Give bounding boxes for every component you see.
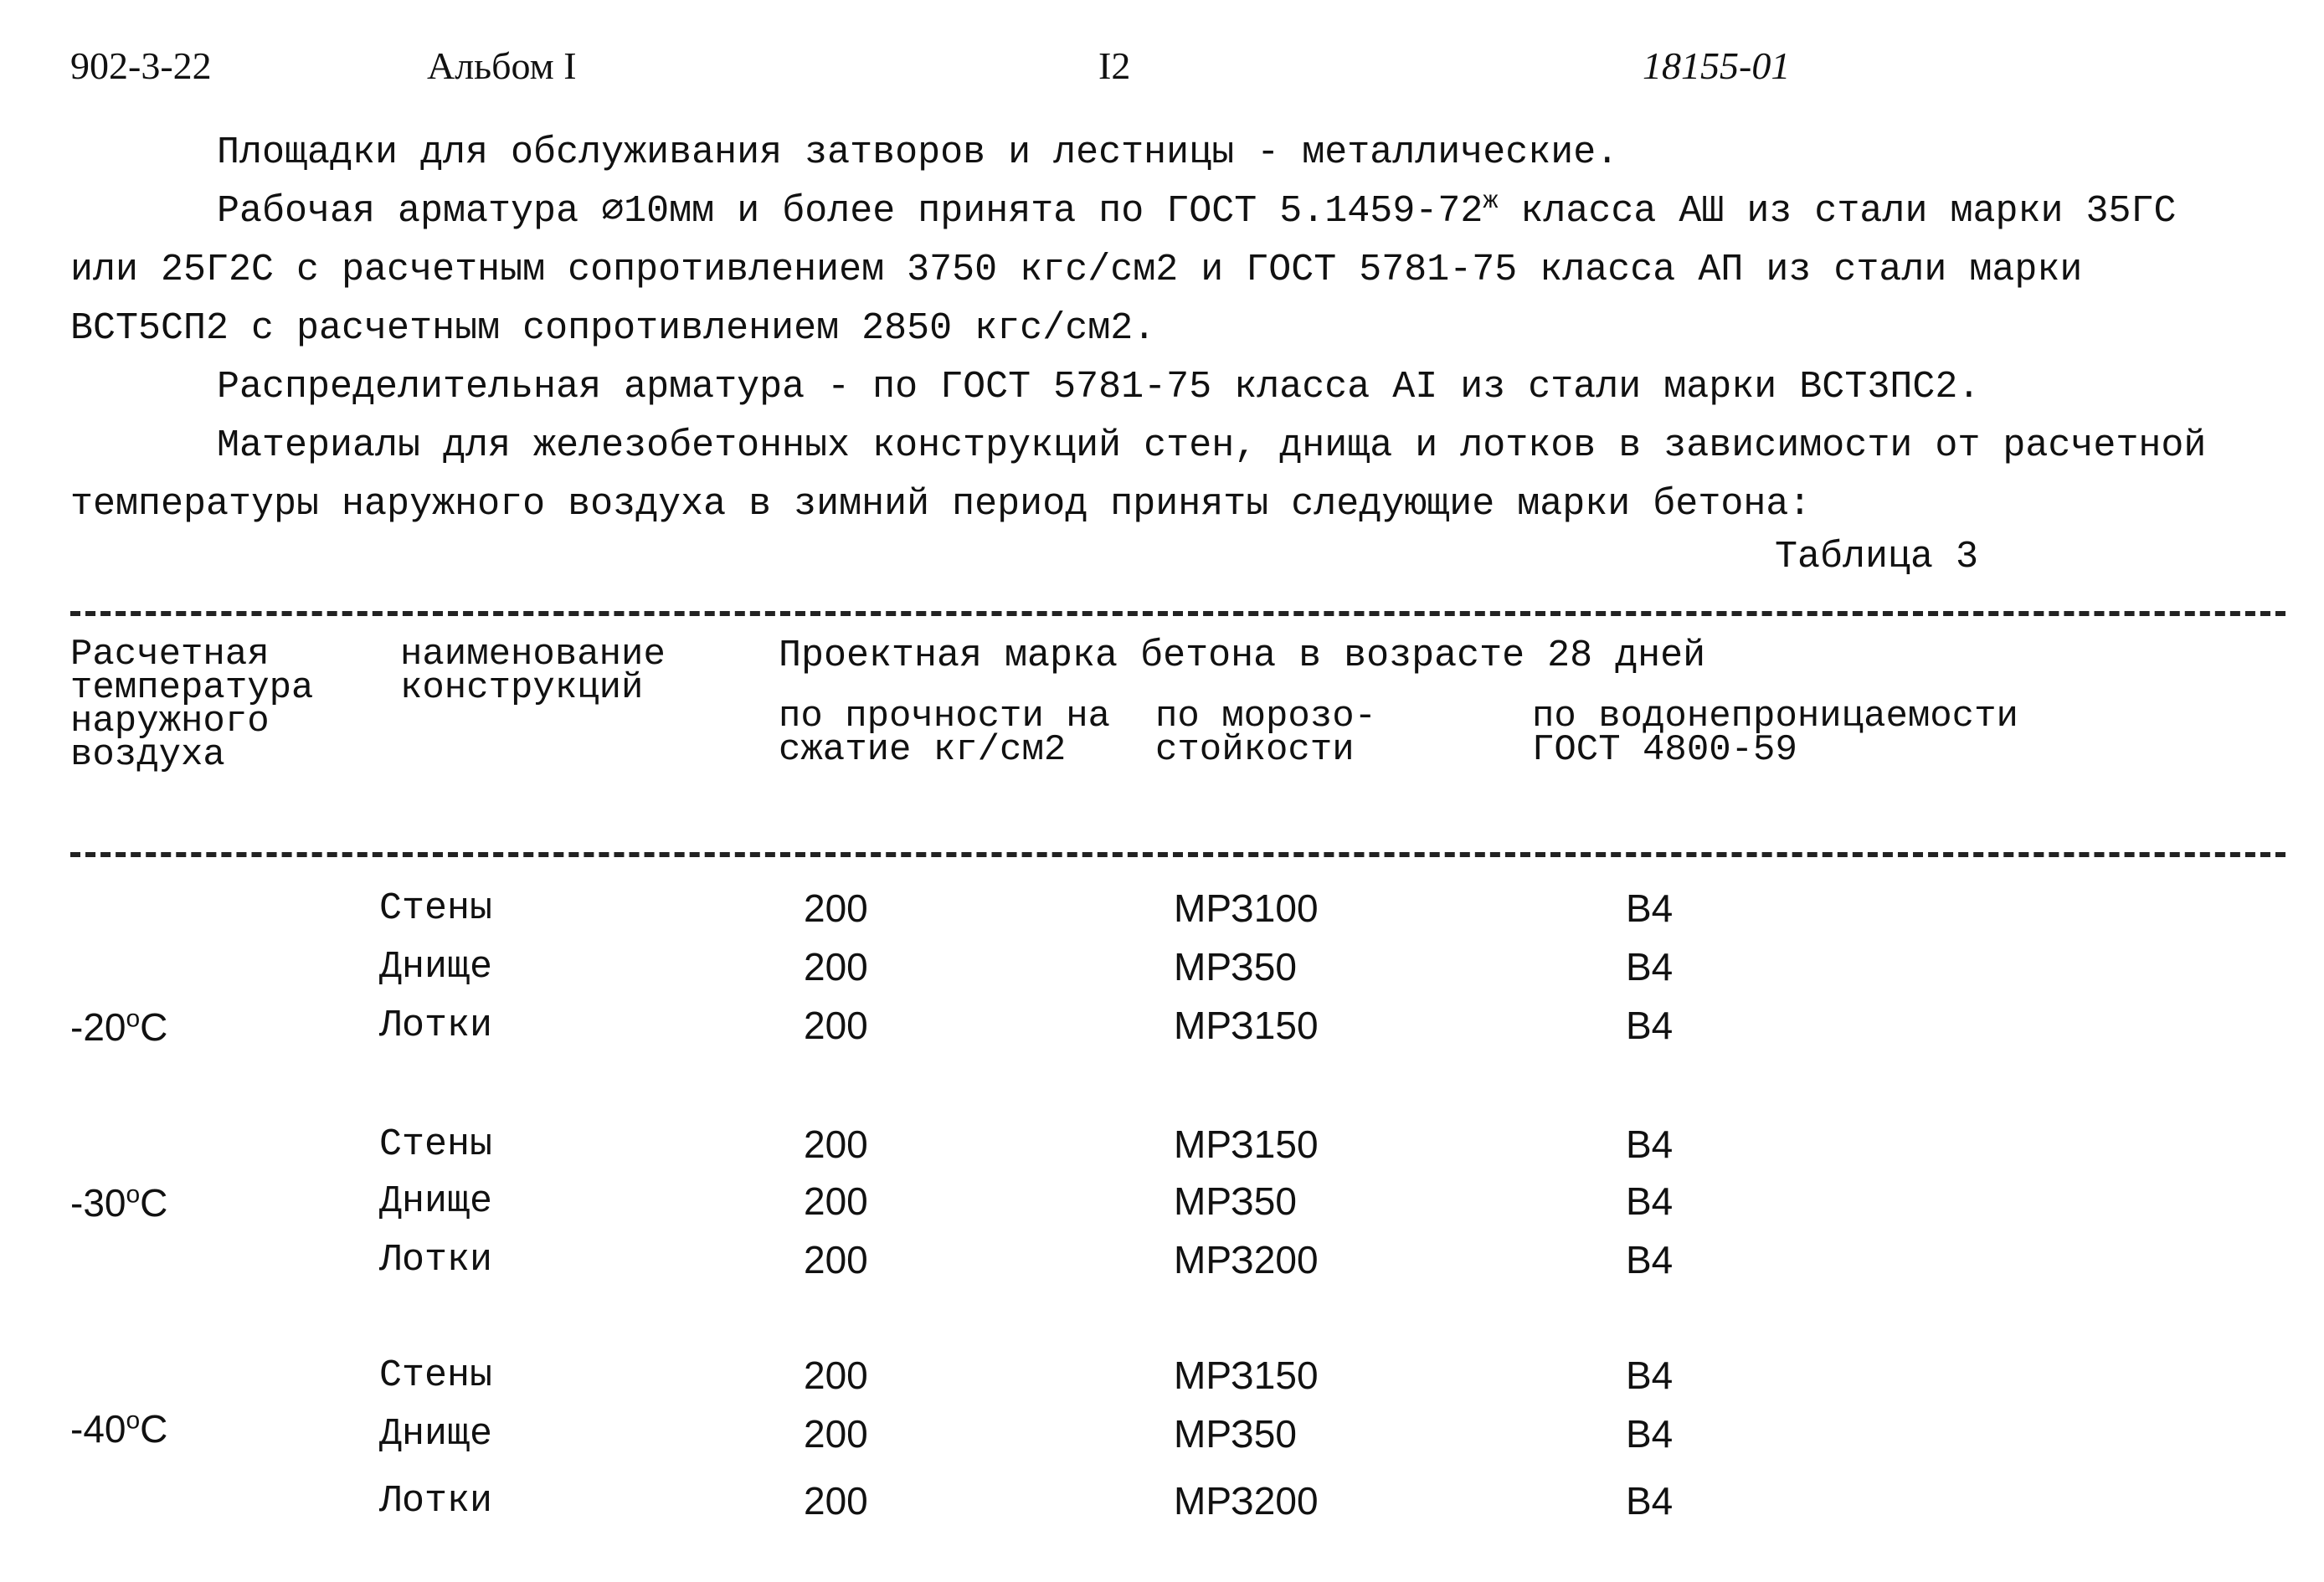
- row-name: Стены: [379, 887, 493, 930]
- row-strength: 200: [804, 1004, 868, 1047]
- table-top-rule: [70, 611, 2285, 616]
- row-name: Лотки: [379, 1004, 493, 1047]
- row-frost: МРЗ50: [1174, 945, 1297, 989]
- temperature-value: -20: [70, 1005, 126, 1049]
- row-frost: МРЗ150: [1174, 1122, 1319, 1166]
- row-water: В4: [1626, 945, 1674, 989]
- row-water: В4: [1626, 1122, 1674, 1166]
- page-number: I2: [1098, 44, 1131, 87]
- row-water: В4: [1626, 886, 1674, 930]
- temperature-unit: C: [140, 1005, 168, 1049]
- degree-sign: o: [126, 1406, 141, 1435]
- doc-number: 18155-01: [1643, 44, 1791, 87]
- row-frost: МРЗ100: [1174, 886, 1319, 930]
- row-water: В4: [1626, 1004, 1674, 1047]
- temperature-group-minus20: [70, 1004, 167, 1050]
- row-water: В4: [1626, 1353, 1674, 1397]
- row-strength: 200: [804, 1353, 868, 1397]
- paragraph-working-rebar: [70, 182, 2255, 358]
- album-label: Альбом I: [427, 44, 577, 87]
- header-concrete-grade-group: Проектная марка бетона в возрасте 28 дней: [779, 634, 1706, 677]
- row-frost: МРЗ150: [1174, 1004, 1319, 1047]
- row-frost: МРЗ50: [1174, 1412, 1297, 1456]
- degree-sign: o: [126, 1004, 141, 1033]
- paragraph-platforms-text: Площадки для обслуживания затворов и лестницы - металлические.: [217, 131, 1619, 174]
- row-water: В4: [1626, 1479, 1674, 1523]
- paragraph-distribution-rebar: [70, 358, 2255, 417]
- row-name: Стены: [379, 1123, 493, 1166]
- row-name: Днище: [379, 946, 493, 989]
- header-construction-name: наименование конструкций: [400, 634, 666, 709]
- temperature-group-minus40: [70, 1406, 167, 1451]
- row-frost: МРЗ200: [1174, 1479, 1319, 1523]
- row-name: Лотки: [379, 1480, 493, 1523]
- temperature-value: -30: [70, 1181, 126, 1225]
- table-header-rule: [70, 852, 2285, 857]
- row-name: Днище: [379, 1413, 493, 1456]
- row-name: Днище: [379, 1180, 493, 1223]
- row-water: В4: [1626, 1179, 1674, 1223]
- paragraph-distribution-rebar-text: Распределительная арматура - по ГОСТ 5781-75 класса AI из стали марки ВСТ3ПС2.: [217, 366, 1981, 408]
- degree-sign: o: [126, 1180, 141, 1209]
- paragraph-materials-text: Материалы для железобетонных конструкций стен, днища и лотков в зависимости от расчетной температуры наружного воздуха в зимний период приняты следующие марки бетона:: [70, 424, 2207, 526]
- row-strength: 200: [804, 886, 868, 930]
- row-frost: МРЗ50: [1174, 1179, 1297, 1223]
- header-frost: по морозо- стойкости: [1155, 696, 1377, 771]
- paragraph-platforms: [70, 124, 2255, 182]
- temperature-unit: C: [140, 1407, 168, 1451]
- header-strength: по прочности на сжатие кг/см2: [779, 696, 1111, 771]
- row-strength: 200: [804, 1122, 868, 1166]
- paragraph-working-rebar-text-1: Рабочая арматура ∅10мм и более принята по ГОСТ 5.1459-72: [217, 190, 1483, 233]
- header-water: по водонепроницаемости ГОСТ 4800-59: [1532, 696, 2018, 771]
- row-name: Стены: [379, 1354, 493, 1397]
- row-frost: МРЗ150: [1174, 1353, 1319, 1397]
- row-strength: 200: [804, 1179, 868, 1223]
- row-strength: 200: [804, 945, 868, 989]
- paragraph-materials: [70, 417, 2255, 534]
- header-temperature: Расчетная температура наружного воздуха: [70, 634, 314, 776]
- paragraph-working-rebar-text-2: класса АШ из стали марки 35ГС или 25Г2С с расчетным сопротивлением 3750 кгс/см2 и ГОСТ 5781-75 класса АП из стали марки ВСТ5СП2 с расчетным сопротивлением 2850 кгс/см2.: [70, 190, 2177, 350]
- document-code: 902-3-22: [70, 44, 212, 87]
- temperature-value: -40: [70, 1407, 126, 1451]
- table-caption: Таблица 3: [1775, 536, 1979, 578]
- temperature-group-minus30: [70, 1180, 167, 1225]
- row-strength: 200: [804, 1412, 868, 1456]
- row-strength: 200: [804, 1479, 868, 1523]
- temperature-unit: C: [140, 1181, 168, 1225]
- asterisk-mark: ж: [1483, 187, 1499, 216]
- row-water: В4: [1626, 1412, 1674, 1456]
- row-frost: МРЗ200: [1174, 1238, 1319, 1282]
- row-name: Лотки: [379, 1239, 493, 1282]
- row-water: В4: [1626, 1238, 1674, 1282]
- row-strength: 200: [804, 1238, 868, 1282]
